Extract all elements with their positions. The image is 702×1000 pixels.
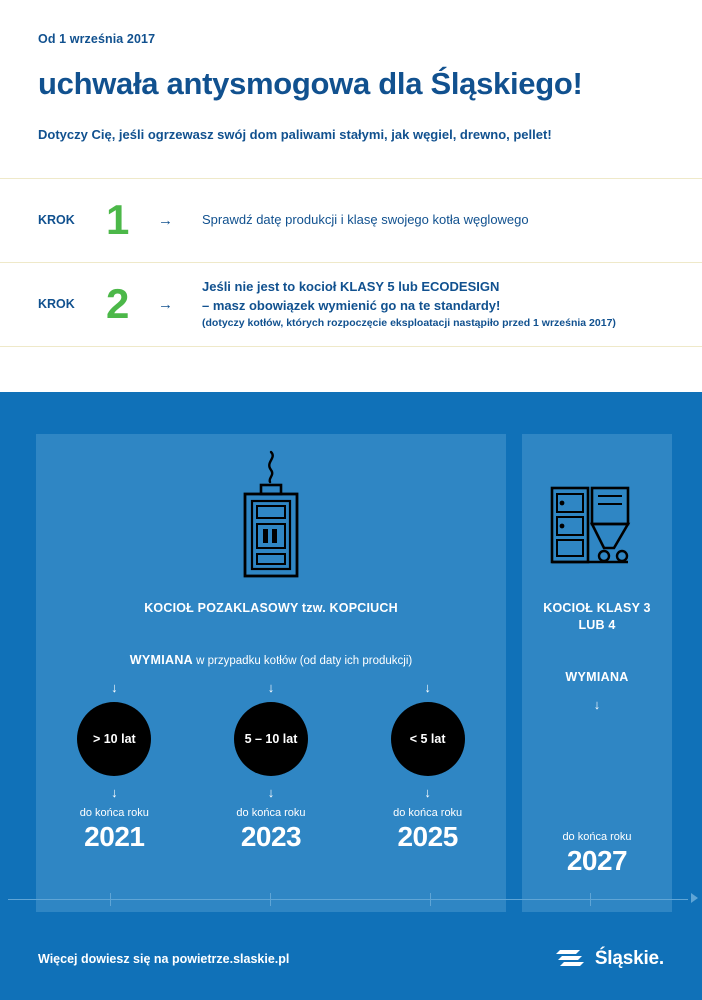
- arrow-down-icon: ↓: [424, 679, 431, 695]
- panel-class3-4-title-line2: LUB 4: [578, 617, 616, 632]
- deadline-caption-3: do końca roku: [393, 806, 463, 819]
- step-number-1: 1: [106, 196, 130, 244]
- footer: [0, 918, 702, 1000]
- side-deadline-caption: do końca roku: [562, 830, 632, 843]
- timeline-tick: [590, 893, 591, 906]
- header-section: [0, 0, 702, 142]
- age-badge-1: > 10 lat: [77, 702, 151, 776]
- deadline-year-3: 2025: [397, 820, 458, 852]
- timeline-tick: [430, 893, 431, 906]
- subheading: Dotyczy Cię, jeśli ogrzewasz swój dom paliwami stałymi, jak węgiel, drewno, pellet!: [38, 126, 552, 142]
- step-text-2: [202, 278, 616, 331]
- panel-old-boiler-title: KOCIOŁ POZAKLASOWY tzw. KOPCIUCH: [144, 601, 398, 615]
- step-label-1: KROK: [38, 213, 75, 228]
- deadline-caption-2: do końca roku: [236, 806, 306, 819]
- step-number-2: 2: [106, 280, 130, 328]
- timeline-axis: [0, 890, 702, 910]
- arrow-down-icon: ↓: [593, 696, 601, 712]
- timeline-tick: [110, 893, 111, 906]
- arrow-down-icon: ↓: [111, 784, 118, 800]
- panel-class3-4-boiler: [522, 434, 672, 912]
- step-row-1: [0, 179, 702, 263]
- steps-list: [0, 178, 702, 347]
- side-exchange-caption: [522, 670, 672, 684]
- panel-class3-4-title: [522, 600, 672, 634]
- slaskie-logo-icon: [556, 945, 586, 974]
- page-title: uchwała antysmogowa dla Śląskiego!: [38, 65, 583, 101]
- old-boiler-icon: [36, 434, 506, 584]
- deadline-year-2: 2023: [240, 820, 302, 852]
- side-deadline-year: 2027: [566, 844, 628, 876]
- panels-row: [0, 392, 702, 912]
- brand-name: Śląskie.: [594, 948, 664, 969]
- arrow-down-icon: ↓: [267, 679, 275, 695]
- modern-boiler-icon: [522, 434, 672, 584]
- age-badge-3: < 5 lat: [391, 702, 465, 776]
- step-text-1-line1: Sprawdź datę produkcji i klasę swojego kotła węglowego: [202, 211, 529, 227]
- age-column-3: [358, 681, 498, 853]
- arrow-down-icon: ↓: [424, 784, 431, 800]
- arrow-down-icon: ↓: [267, 784, 275, 800]
- age-columns: [36, 681, 506, 853]
- brand-lockup: [556, 945, 664, 974]
- side-deadline-column: [522, 698, 672, 877]
- exchange-rest: w przypadku kotłów (od daty ich produkcji): [192, 654, 413, 667]
- step-label-2: KROK: [38, 297, 75, 312]
- eyebrow-date: Od 1 września 2017: [38, 32, 156, 46]
- exchange-strong: WYMIANA: [129, 652, 193, 667]
- timeline-section: [0, 392, 702, 1000]
- deadline-caption-1: do końca roku: [79, 806, 149, 819]
- timeline-arrow-icon: [691, 893, 698, 903]
- arrow-down-icon: ↓: [111, 679, 118, 695]
- step-text-2-note: (dotyczy kotłów, których rozpoczęcie eksploatacji nastąpiło przed 1 września 2017): [202, 316, 616, 329]
- timeline-tick: [270, 893, 271, 906]
- arrow-right-icon: →: [158, 295, 173, 313]
- age-badge-2: 5 – 10 lat: [234, 702, 308, 776]
- panel-old-boiler: [36, 434, 506, 912]
- age-column-1: [44, 681, 184, 853]
- deadline-year-1: 2021: [84, 820, 145, 852]
- step-text-2-line2: – masz obowiązek wymienić go na te standardy!: [202, 297, 501, 313]
- arrow-right-icon: →: [158, 211, 173, 229]
- step-row-2: [0, 263, 702, 347]
- age-column-2: [201, 681, 341, 853]
- side-exchange-label: WYMIANA: [565, 669, 629, 684]
- step-text-1: [202, 211, 529, 230]
- step-text-2-line1: Jeśli nie jest to kocioł KLASY 5 lub ECODESIGN: [202, 278, 500, 294]
- panel-class3-4-title-line1: KOCIOŁ KLASY 3: [543, 601, 651, 615]
- exchange-caption: [36, 653, 506, 667]
- footer-info-text: Więcej dowiesz się na powietrze.slaskie.pl: [38, 952, 290, 966]
